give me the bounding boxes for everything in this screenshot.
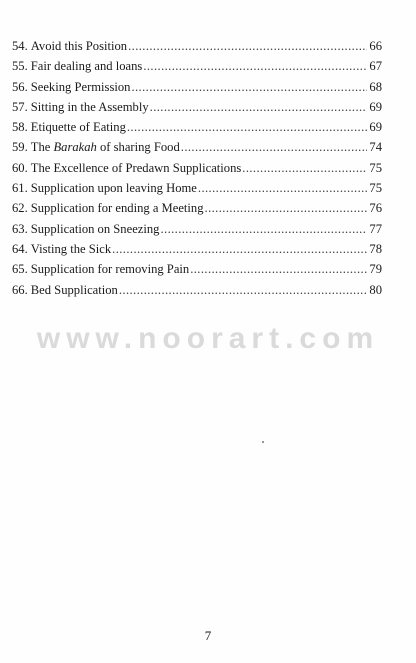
- toc-entry-page: 80: [369, 282, 382, 297]
- toc-entry-page: 75: [369, 160, 382, 175]
- watermark: www.noorart.com: [36, 322, 380, 355]
- leader-dots: [143, 56, 367, 76]
- toc-entry-number: 65.: [12, 262, 28, 277]
- toc-entry-number: 64.: [12, 241, 28, 256]
- toc-entry-59: [12, 137, 382, 157]
- page-number: 7: [204, 628, 212, 643]
- toc-entry-number: 59.: [12, 140, 28, 155]
- toc-entry-page: 75: [369, 181, 382, 196]
- toc-entry-61: [12, 178, 382, 198]
- leader-dots: [112, 239, 367, 259]
- toc-entry-title: [28, 137, 180, 157]
- toc-entry-number: 55.: [12, 59, 28, 74]
- toc-entry-number: 62.: [12, 201, 28, 216]
- toc-entry-title: Supplication for ending a Meeting: [30, 201, 204, 216]
- toc-entry-title: Sitting in the Assembly: [30, 99, 149, 114]
- table-of-contents: [12, 36, 382, 300]
- leader-dots: [160, 219, 367, 239]
- toc-entry-number: 58.: [12, 120, 28, 135]
- toc-entry-title: The Excellence of Predawn Supplications: [30, 160, 242, 175]
- toc-entry-title: Seeking Permission: [30, 79, 131, 94]
- toc-entry-page: 66: [369, 39, 382, 53]
- toc-entry-number: 66.: [12, 282, 28, 297]
- leader-dots: [127, 117, 367, 137]
- toc-entry-number: 57.: [12, 99, 28, 114]
- toc-title-italic-term: Barakah: [53, 140, 97, 155]
- toc-entry-title: Visting the Sick: [30, 241, 112, 256]
- toc-entry-number: 63.: [12, 221, 28, 236]
- toc-entry-page: 76: [369, 201, 382, 216]
- leader-dots: [181, 137, 367, 157]
- toc-entry-page: 79: [369, 262, 382, 277]
- toc-entry-title: Supplication for removing Pain: [30, 262, 190, 277]
- leader-dots: [150, 97, 367, 117]
- toc-entry-page: 68: [369, 79, 382, 94]
- leader-dots: [131, 77, 367, 97]
- toc-entry-60: [12, 158, 382, 178]
- leader-dots: [198, 178, 367, 198]
- toc-entry-55: [12, 56, 382, 76]
- print-speck: [262, 441, 264, 443]
- leader-dots: [242, 158, 367, 178]
- toc-entry-65: [12, 259, 382, 279]
- toc-entry-page: 74: [369, 140, 382, 155]
- toc-entry-title: Supplication upon leaving Home: [30, 181, 197, 196]
- toc-entry-page: 69: [369, 99, 382, 114]
- toc-title-part: of sharing Food: [96, 140, 180, 155]
- leader-dots: [190, 259, 367, 279]
- toc-entry-number: 54.: [12, 39, 28, 53]
- toc-entry-62: [12, 198, 382, 218]
- toc-entry-title: Fair dealing and loans: [30, 59, 143, 74]
- toc-title-part: The: [30, 140, 54, 155]
- toc-entry-54: [12, 36, 382, 56]
- toc-entry-page: 77: [369, 221, 382, 236]
- toc-entry-63: [12, 219, 382, 239]
- toc-entry-title: Bed Supplication: [30, 282, 118, 297]
- toc-entry-58: [12, 117, 382, 137]
- leader-dots: [119, 280, 367, 300]
- toc-entry-number: 61.: [12, 181, 28, 196]
- toc-entry-title: Supplication on Sneezing: [30, 221, 160, 236]
- toc-entry-page: 67: [369, 59, 382, 74]
- leader-dots: [128, 36, 367, 56]
- toc-entry-page: 69: [369, 120, 382, 135]
- toc-entry-57: [12, 97, 382, 117]
- toc-entry-number: 56.: [12, 79, 28, 94]
- toc-entry-title: Etiquette of Eating: [30, 120, 126, 135]
- toc-entry-64: [12, 239, 382, 259]
- toc-entry-number: 60.: [12, 160, 28, 175]
- toc-entry-66: [12, 280, 382, 300]
- leader-dots: [205, 198, 367, 218]
- toc-entry-title: Avoid this Position: [30, 39, 128, 53]
- toc-entry-56: [12, 77, 382, 97]
- toc-entry-page: 78: [369, 241, 382, 256]
